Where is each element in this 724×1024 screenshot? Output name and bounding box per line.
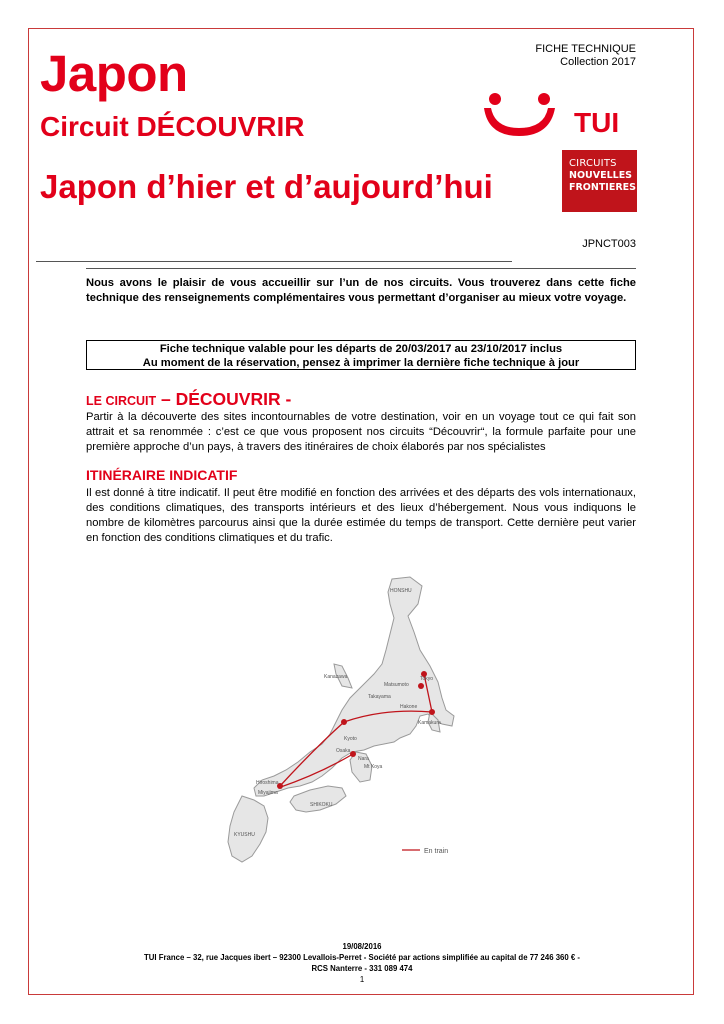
validity-box [86,340,636,370]
badge-line-3: FRONTIERES [569,182,636,193]
label-tokyo: Tokyo [420,676,434,682]
label-hiroshima: Hiroshima [256,780,279,786]
label-hakone: Hakone [400,704,418,710]
hakone-marker [418,683,424,689]
label-kanazawa: Kanazawa [324,674,348,680]
reference-code: JPNCT003 [582,238,636,250]
kyoto-marker [341,719,347,725]
page-number: 1 [359,975,365,984]
collection-label: Collection 2017 [560,56,636,68]
validity-line-2: Au moment de la réservation, pensez à imprimer la dernière fiche technique à jour [142,357,580,369]
label-shikoku: SHIKOKU [310,802,333,808]
label-honshu: HONSHU [390,588,412,594]
circuit-heading-big: – DÉCOUVRIR - [156,389,292,409]
nara-marker [350,751,356,757]
intro-paragraph: Nous avons le plaisir de vous accueillir sur l’un de nos circuits. Vous trouverez dans cette fiche technique des renseignements complémentaires vous permettant d’organiser au mieux votre voyage. [86,277,636,304]
badge-line-2: NOUVELLES [569,170,633,181]
legend-train-label: En train [424,848,449,855]
footer-rcs-line: RCS Nanterre - 331 089 474 [311,964,413,973]
brand-text: TUI [574,107,620,138]
validity-line-1: Fiche technique valable pour les départs de 20/03/2017 au 23/10/2017 inclus [159,343,563,355]
label-osaka: Osaka [336,748,351,754]
itinerary-heading: ITINÉRAIRE INDICATIF [86,467,238,483]
fiche-header [535,43,636,69]
tui-logo [478,92,638,142]
footer-company-line: TUI France – 32, rue Jacques ibert – 92300 Levallois-Perret - Société par actions simplifiée au capital de 77 246 360 € - [144,953,580,962]
label-nara: Nara [358,756,369,762]
badge-line-1: CIRCUITS [569,158,617,169]
kamakura-marker [429,709,435,715]
itinerary-description: Il est donné à titre indicatif. Il peut être modifié en fonction des arrivées et des départs des vols internationaux, des conditions climatiques, des transports intérieurs et des lieux d’hébergement. Nous vous indiquons le nombre de kilomètres parcourus ainsi que la durée estimée du temps de transport. Cette dernière peut varier en fonction des conditions climatiques et du trafic. [86,487,636,544]
circuit-heading [86,389,291,410]
circuit-name: Circuit DÉCOUVRIR [40,111,305,142]
map-legend [402,848,448,855]
tour-name: Japon d’hier et d’aujourd’hui [40,168,493,205]
label-kyushu: KYUSHU [234,832,255,838]
label-kyoto: Kyoto [344,736,357,742]
circuits-badge [562,150,637,212]
circuit-heading-small: LE CIRCUIT [86,394,157,408]
label-takayama: Takayama [368,694,391,700]
japan-map [224,574,496,874]
divider-top [36,261,512,262]
circuit-description: Partir à la découverte des sites incontournables de votre destination, voir en un voyage tout ce qui fait son attrait et sa renommée : c’est ce que vous proposent nos circuits “Découvrir“, la formule parfaite pour une première approche d’un pays, à travers des itinéraires de choix élaborés par nos spécialistes [86,411,636,453]
label-mtkoya: Mt Koya [364,764,383,770]
label-miyajima: Miyajima [258,790,278,796]
label-kamakura: Kamakura [418,720,441,726]
label-matsumoto: Matsumoto [384,682,409,688]
fiche-label: FICHE TECHNIQUE [535,43,636,55]
page-title: Japon [40,45,188,102]
divider-bottom [86,268,636,269]
footer-date: 19/08/2016 [342,942,382,951]
